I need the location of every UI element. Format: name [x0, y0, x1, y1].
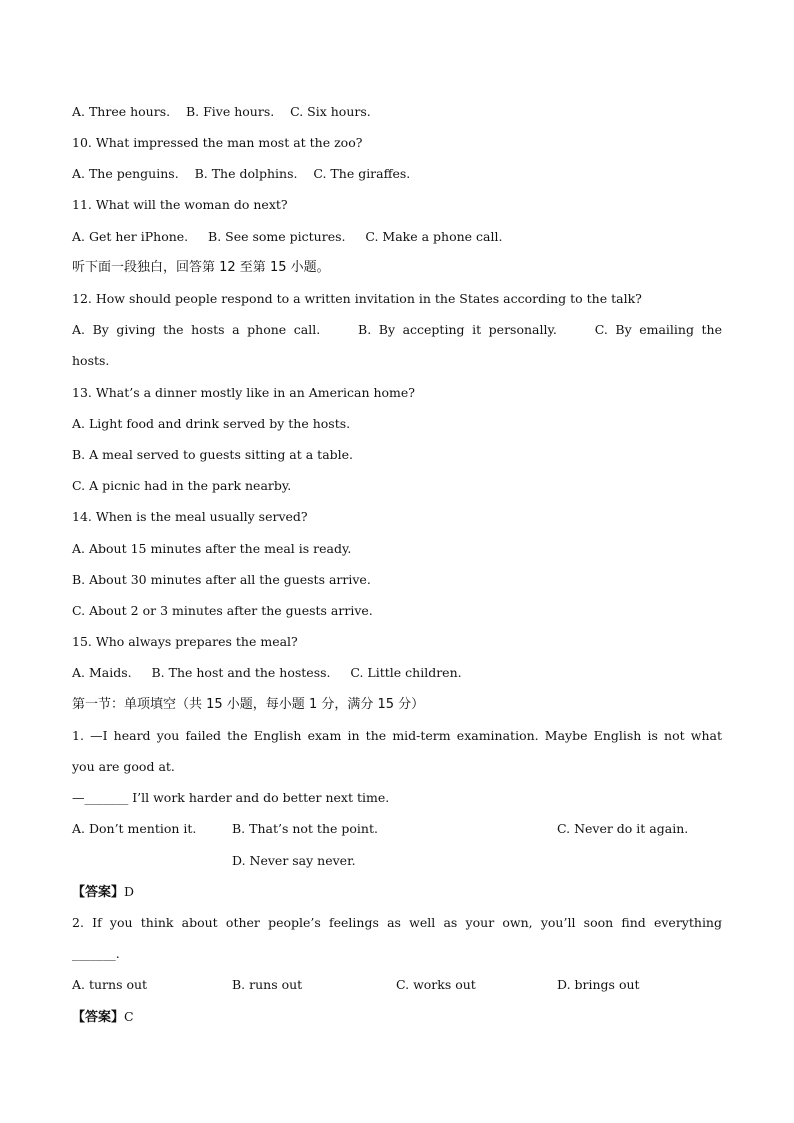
q15-question: 15. Who always prepares the meal?	[72, 634, 298, 649]
q13-option-c: C. A picnic had in the park nearby.	[72, 478, 292, 493]
q14-question: 14. When is the meal usually served?	[72, 509, 308, 524]
answer-label: 【答案】	[72, 1010, 125, 1025]
q13-option-b: B. A meal served to guests sitting at a table.	[72, 447, 354, 462]
blank-q1-prompt-continued: you are good at.	[72, 759, 175, 774]
q11-question: 11. What will the woman do next?	[72, 197, 288, 212]
q14-option-b: B. About 30 minutes after all the guests arrive.	[72, 572, 371, 587]
blank-q1-option-c: C. Never do it again.	[557, 821, 689, 836]
blank-q1-option-d: D. Never say never.	[232, 853, 356, 868]
answer-value: C	[124, 1009, 134, 1024]
q11-options: A. Get her iPhone. B. See some pictures. C. Make a phone call.	[72, 229, 503, 244]
blank-q2-prompt: 2. If you think about other people’s feelings as well as your own, you’ll soon find everything	[72, 915, 722, 930]
section-heading: 第一节：单项填空（共 15 小题，每小题 1 分，满分 15 分）	[72, 697, 425, 712]
blank-q2-option-c: C. works out	[396, 977, 476, 992]
q13-question: 13. What’s a dinner mostly like in an American home?	[72, 385, 416, 400]
q12-options-continued: hosts.	[72, 353, 110, 368]
q10-options: A. The penguins. B. The dolphins. C. The giraffes.	[72, 166, 411, 181]
answer-label: 【答案】	[72, 885, 125, 900]
blank-q1-reply: —_______ I’ll work harder and do better next time.	[72, 790, 390, 805]
q15-options: A. Maids. B. The host and the hostess. C. Little children.	[72, 665, 462, 680]
blank-q1-option-a: A. Don’t mention it.	[72, 821, 197, 836]
q12-options: A. By giving the hosts a phone call. B. By accepting it personally. C. By emailing the	[72, 322, 722, 337]
section-instruction: 听下面一段独白，回答第 12 至第 15 小题。	[72, 260, 330, 275]
answer-value: D	[124, 884, 135, 899]
blank-q2-answer	[72, 1009, 134, 1025]
blank-q2-option-a: A. turns out	[72, 977, 148, 992]
blank-q1-prompt: 1. —I heard you failed the English exam in the mid-term examination. Maybe English is not what	[72, 728, 722, 743]
q9-options: A. Three hours. B. Five hours. C. Six hours.	[72, 104, 371, 119]
q12-question: 12. How should people respond to a written invitation in the States according to the talk?	[72, 291, 642, 306]
blank-q2-blank: _______.	[72, 946, 120, 961]
blank-q1-option-b: B. That’s not the point.	[232, 821, 378, 836]
q13-option-a: A. Light food and drink served by the hosts.	[72, 416, 351, 431]
blank-q2-option-b: B. runs out	[232, 977, 303, 992]
q10-question: 10. What impressed the man most at the zoo?	[72, 135, 363, 150]
blank-q1-answer	[72, 884, 134, 900]
q14-option-a: A. About 15 minutes after the meal is ready.	[72, 541, 352, 556]
q14-option-c: C. About 2 or 3 minutes after the guests arrive.	[72, 603, 373, 618]
blank-q2-option-d: D. brings out	[557, 977, 640, 992]
